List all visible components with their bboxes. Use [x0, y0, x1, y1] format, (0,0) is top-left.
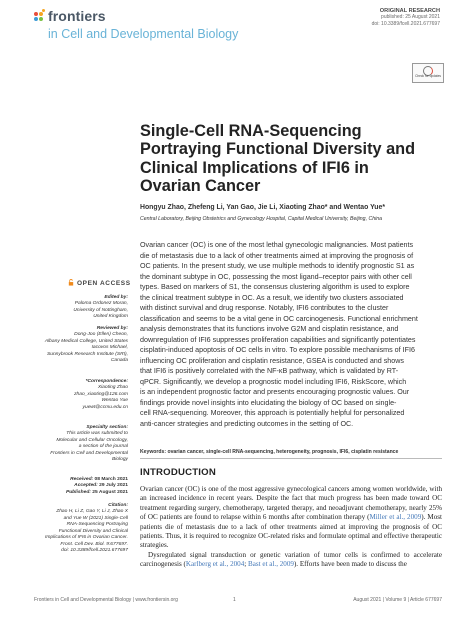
intro-line: therapy (: [343, 513, 370, 522]
keywords: Keywords: ovarian cancer, single-cell RNA-sequencing, heterogeneity, prognosis, IFI6, cisplatin resistance: [140, 449, 399, 455]
footer-journal: Frontiers in Cell and Developmental Biology | www.frontiersin.org: [34, 597, 178, 603]
citation-line: and Yue W (2021) Single-Cell: [63, 515, 128, 521]
abstract-line: findings provide novel insights into elucidating the biology of OC based on single-: [140, 398, 397, 407]
reviewer-line: Dong-Joo (Ellen) Cheon,: [74, 332, 128, 338]
open-lock-icon: [68, 279, 74, 286]
abstract-line: classification and seems to be a vital gene in OC carcinogenesis. Functional enrichment: [140, 314, 418, 323]
abstract-line: die of metastasis due to a lack of other treatments aimed at improving the prognosis of: [140, 251, 414, 260]
affiliation: Central Laboratory, Beijing Obstetrics and Gynecology Hospital, Capital Medical University, Beijing, China: [140, 216, 383, 222]
citation-link[interactable]: Bast et al., 2009: [248, 560, 294, 569]
introduction-body: [140, 485, 442, 570]
reviewed-by-label: Reviewed by:: [96, 326, 128, 331]
intro-line: formulate optimal and effective therapeutic strategies.: [140, 532, 442, 550]
specialty-line: Molecular and Cellular Oncology,: [56, 437, 128, 443]
citation-line: Implications of IFI6 in Ovarian Cancer.: [45, 535, 128, 541]
specialty-line: a section of the journal: [78, 444, 128, 450]
abstract-line: cell RNA-sequencing. Moreover, this approach is potentially helpful for personalized: [140, 409, 405, 417]
abstract-line: the clinical treatment subtype in OC. As a result, we identify two clusters associated: [140, 293, 404, 302]
intro-line: carcinogenesis (: [140, 560, 186, 569]
journal-name: in Cell and Developmental Biology: [48, 27, 239, 41]
reviewer-line: Sunnybrook Research Institute (SRI),: [46, 351, 128, 357]
section-divider: [140, 458, 442, 459]
abstract-line: with distinct survival and drug response. Notably, IFI6 contributes to the cluster: [140, 304, 389, 312]
intro-line: chemotherapy, nearly 25% of OC patients are found to relapse within 6 months after combination: [140, 503, 442, 522]
article-type: ORIGINAL RESEARCH: [379, 8, 440, 14]
dates-block: [34, 477, 128, 496]
intro-line: ). Efforts have been made to discuss the: [293, 560, 407, 569]
intro-line: at improving the prognosis of OC patients. Thus, it is required to recognize OC-related risks and: [140, 522, 442, 541]
received-label: Received:: [70, 477, 94, 482]
reviewer-line: Iacovos Michael,: [91, 345, 128, 351]
intro-line: Dysregulated signal transduction or genetic variation of tumor cells is confirmed to accelerate: [148, 550, 442, 559]
specialty-line: Biology: [111, 457, 128, 463]
citation-link[interactable]: Miller et al., 2009: [369, 513, 422, 522]
citation-block: [34, 503, 128, 555]
reviewer-line: Canada: [110, 358, 128, 364]
editor-line: United Kingdom: [93, 314, 128, 320]
check-updates-label: Check for updates: [415, 74, 441, 78]
title-line: Portraying Functional Diversity and: [140, 140, 416, 159]
abstract-line: is an independent prognostic factor and presents encouraging prognostic values. Our: [140, 388, 410, 396]
doi-link[interactable]: doi: 10.3389/fcell.2021.677697: [371, 21, 440, 27]
article-title: [140, 122, 450, 196]
correspondence-name: Xiaoting Zhao: [97, 385, 128, 391]
specialty-line: This article was submitted to: [66, 431, 128, 437]
reviewer-line: Albany Medical College, United States: [44, 338, 128, 344]
title-line: Single-Cell RNA-Sequencing: [140, 122, 362, 140]
correspondence-email[interactable]: zhao_xiaoting@126.com: [74, 391, 128, 397]
citation-line: RNA-Sequencing Portraying: [66, 522, 128, 528]
edited-by-block: [34, 295, 128, 321]
abstract-line: downregulation of IFI6 suppresses proliferation capabilities and significantly potentiates: [140, 335, 416, 344]
open-access-text: OPEN ACCESS: [77, 280, 131, 287]
citation-label: Citation:: [108, 503, 128, 508]
abstract-line: OC patients. In the present study, we use multiple methods to identify prognostic S1 as: [140, 262, 415, 270]
footer-issue: August 2021 | Volume 9 | Article 677697: [353, 597, 442, 603]
check-for-updates-button[interactable]: [412, 63, 444, 83]
article-meta: [240, 8, 440, 28]
intro-line: Ovarian cancer (OC) is one of the most aggressive gynecological cancers among women worldwide,: [140, 485, 428, 493]
abstract-line: anti-cancer strategies and predicting outcomes in the setting of OC.: [140, 419, 354, 428]
editor-line: University of Nottingham,: [73, 307, 128, 313]
citation-line: Zhao H, Li Z, Gao Y, Li J, Zhao X: [56, 509, 128, 515]
published-date-side: 25 August 2021: [92, 489, 128, 495]
edited-by-label: Edited by:: [104, 295, 128, 300]
abstract-line: influencing OC proliferation and cisplatin resistance, GSEA is conducted and shows: [140, 356, 404, 365]
page-number: 1: [233, 597, 236, 603]
frontiers-logo-icon: [34, 12, 46, 24]
intro-line: ;: [244, 560, 249, 569]
journal-logo: [34, 8, 254, 48]
abstract-line: cisplatin-induced apoptosis of OC cells in vitro. To explore possible mechanisms of IFI6: [140, 346, 415, 354]
abstract-line: qPCR. Significantly, we develop a prognostic model including IFI6, RiskScore, which: [140, 377, 407, 386]
brand-name: frontiers: [48, 8, 106, 24]
correspondence-email[interactable]: yuewt@ccmu.edu.cn: [82, 404, 128, 410]
author-list: Hongyu Zhao, Zhefeng Li, Yan Gao, Jie Li, Xiaoting Zhao* and Wentao Yue*: [140, 204, 386, 211]
intro-line: made toward OC treatment regarding surgery, chemotherapy, targeted therapy, and neoadjuvant: [140, 494, 442, 512]
correspondence-block: [34, 379, 128, 411]
intro-line: with an increased incidence in recent years. Despite the fact that much progress has been: [140, 485, 442, 503]
published-date: published: 25 August 2021: [381, 14, 440, 20]
specialty-line: Frontiers in Cell and Developmental: [50, 450, 128, 456]
specialty-label: Specialty section:: [86, 425, 128, 430]
accepted-label: Accepted:: [74, 483, 98, 489]
editor-line: Paloma Ordonez Moran,: [74, 301, 128, 307]
citation-line: Front. Cell Dev. Biol. 9:677697.: [60, 541, 128, 547]
intro-heading: INTRODUCTION: [140, 467, 216, 478]
title-line: Ovarian Cancer: [140, 177, 261, 196]
citation-doi[interactable]: doi: 10.3389/fcell.2021.677697: [61, 548, 128, 554]
correspondence-name: Wentao Yue: [101, 398, 128, 404]
abstract: [140, 240, 442, 429]
abstract-line: analysis demonstrates that its functions involve G2M and cisplatin resistance, and: [140, 325, 399, 333]
abstract-line: types. Based on markers of S1, the consensus clustering algorithm is used to explore: [140, 283, 410, 291]
specialty-section-block: [34, 425, 128, 464]
citation-link[interactable]: Karlberg et al., 2004: [185, 560, 245, 569]
intro-line: ). Most patients die of metastasis due to a lack of other treatments aimed: [140, 513, 442, 531]
abstract-line: the dominant subtype in OC, possessing the most ligand–receptor pairs with other cell: [140, 272, 412, 281]
reviewed-by-block: [34, 326, 128, 365]
abstract-line: that IFI6 is positively correlated with the NF-κB pathway, which is validated by RT-: [140, 367, 399, 375]
title-line: Clinical Implications of IFI6 in: [140, 158, 369, 177]
citation-line: Functional Diversity and Clinical: [58, 528, 128, 534]
abstract-line: Ovarian cancer (OC) is one of the most lethal gynecologic malignancies. Most patients: [140, 241, 414, 249]
correspondence-label: *Correspondence:: [85, 379, 128, 384]
open-access-label: [68, 279, 131, 287]
accepted-date: 29 July 2021: [99, 483, 128, 489]
received-date: 08 March 2021: [94, 477, 128, 482]
published-label: Published:: [65, 489, 91, 495]
